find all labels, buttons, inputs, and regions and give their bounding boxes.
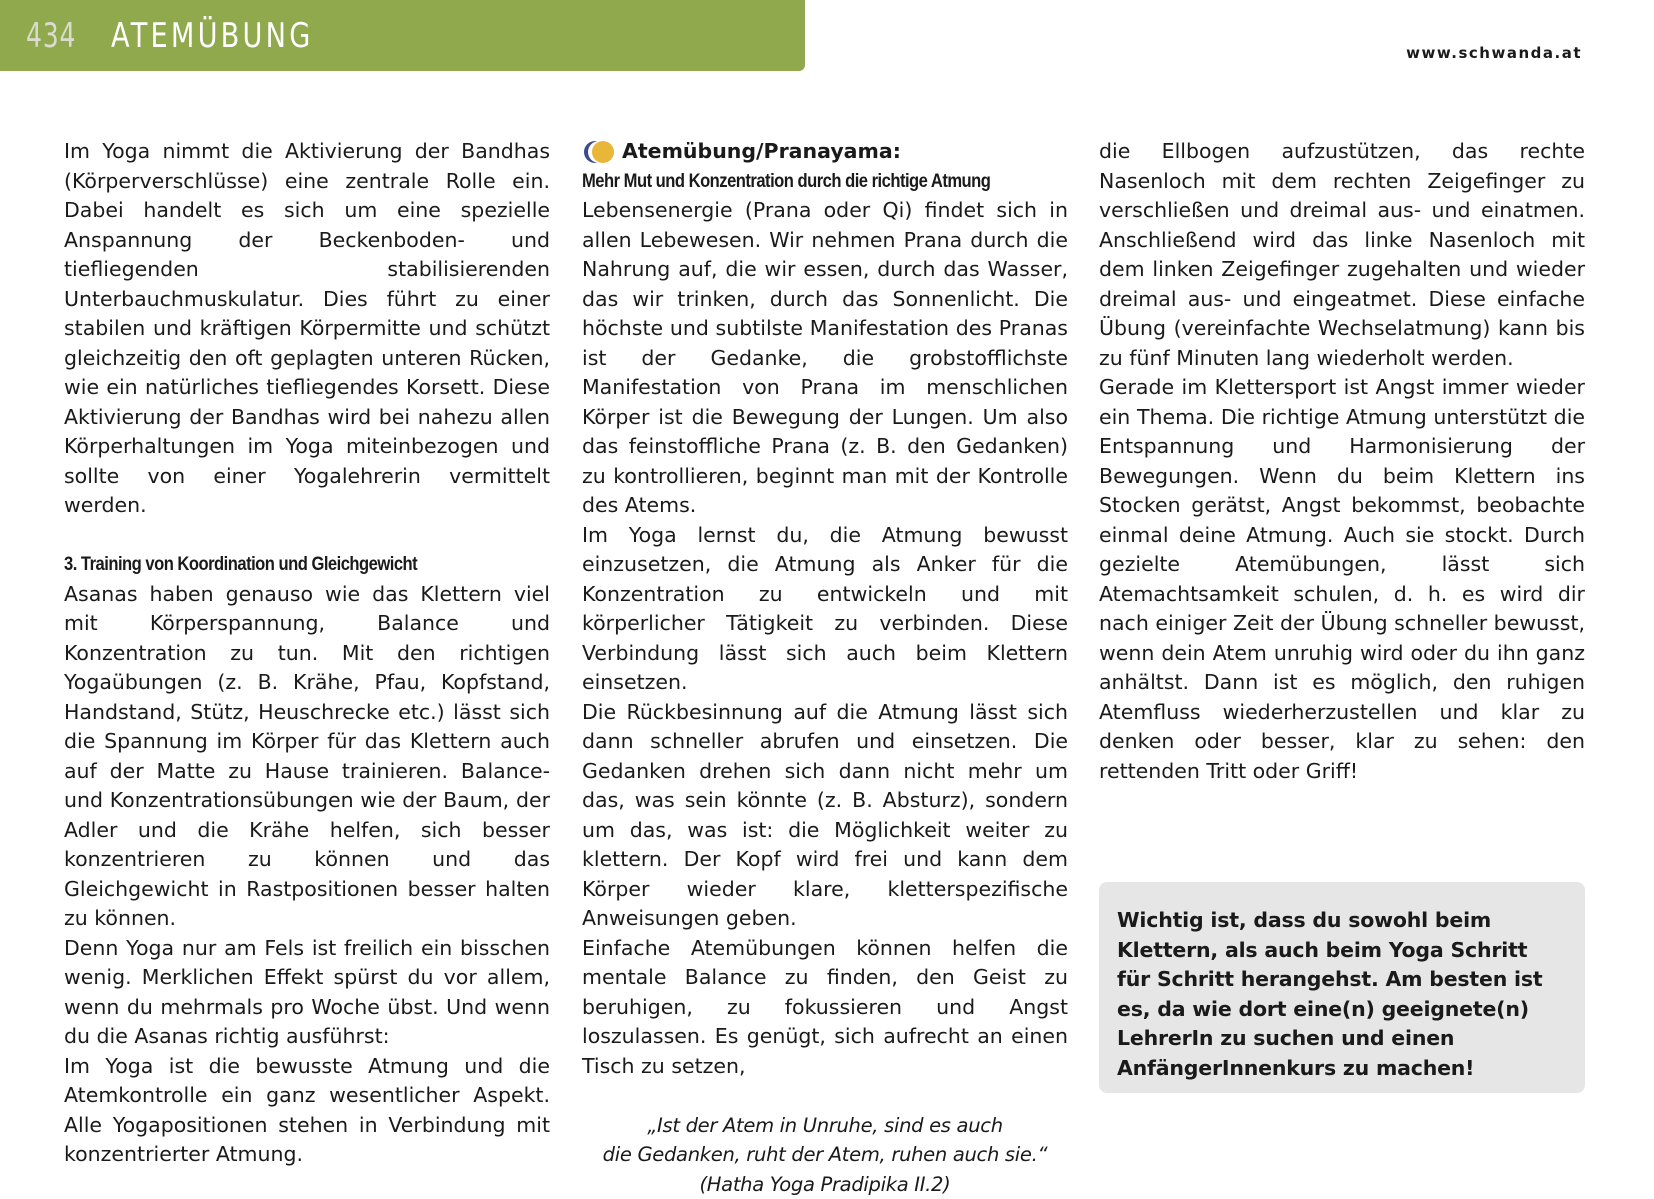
quote-line: die Gedanken, ruht der Atem, ruhen auch sie.“ xyxy=(582,1140,1068,1170)
right-column xyxy=(1099,137,1585,786)
tip-text: Wichtig ist, dass du sowohl beim Klettern, als auch beim Yoga Schritt für Schritt herangehst. Am besten ist es, da wie dort eine(n) geeignete(n) LehrerIn zu suchen und einen AnfängerInnenkurs zu machen! xyxy=(1117,906,1567,1083)
paragraph-atmung: Im Yoga ist die bewusste Atmung und die Atemkontrolle ein ganz wesentlicher Aspekt. Alle Yogapositionen stehen in Verbindung mit konzentrierter Atmung. xyxy=(64,1052,550,1170)
quote-block xyxy=(582,1111,1068,1199)
exercise-title-text: Atemübung/Pranayama: xyxy=(622,137,901,167)
tip-box xyxy=(1099,882,1585,1093)
paragraph-prana: Lebensenergie (Prana oder Qi) findet sich in allen Lebewesen. Wir nehmen Prana durch die Nahrung auf, die wir essen, durch das Wasser, das wir trinken, durch das Sonnenlicht. Die höchste und subtilste Manifestation des Pranas ist der Gedanke, die grobstofflichste Manifestation von Prana im menschlichen Körper ist die Bewegung der Lungen. Um also das feinstoffliche Prana (z. B. den Gedanken) zu kontrollieren, beginnt man mit der Kontrolle des Atems. xyxy=(582,196,1068,521)
paragraph-einfache-uebungen: Einfache Atemübungen können helfen die mentale Balance zu finden, den Geist zu beruhigen, zu fokussieren und Angst loszulassen. Es genügt, sich aufrecht an einen Tisch zu setzen, xyxy=(582,934,1068,1082)
paragraph-yoga-fels: Denn Yoga nur am Fels ist freilich ein bisschen wenig. Merklichen Effekt spürst du vor allem, wenn du mehrmals pro Woche übst. Und wenn du die Asanas richtig ausführst: xyxy=(64,934,550,1052)
quote-source: (Hatha Yoga Pradipika II.2) xyxy=(582,1170,1068,1199)
spacer xyxy=(64,521,550,551)
chapter-title: ATEMÜBUNG xyxy=(111,16,313,56)
quote-line: „Ist der Atem in Unruhe, sind es auch xyxy=(582,1111,1068,1141)
paragraph-rueckbesinnung: Die Rückbesinnung auf die Atmung lässt sich dann schneller abrufen und einsetzen. Die Gedanken drehen sich dann nicht mehr um das, was sein könnte (z. B. Absturz), sondern um das, was ist: die Möglichkeit weiter zu klettern. Der Kopf wird frei und kann dem Körper wieder klare, kletterspezifische Anweisungen geben. xyxy=(582,698,1068,934)
paragraph-asanas: Asanas haben genauso wie das Klettern viel mit Körperspannung, Balance und Konzentration zu tun. Mit den richtigen Yogaübungen (z. B. Krähe, Pfau, Kopfstand, Handstand, Stütz, Heuschrecke etc.) lässt sich die Spannung im Körper für das Klettern auch auf der Matte zu Hause trainieren. Balance- und Konzentrationsübungen wie der Baum, der Adler und die Krähe helfen, sich besser konzentrieren zu können und das Gleichgewicht in Rastpositionen besser halten zu können. xyxy=(64,580,550,934)
moon-sun-icon xyxy=(582,140,616,164)
middle-column xyxy=(582,137,1068,1199)
exercise-title xyxy=(582,137,1068,167)
paragraph-wechselatmung: die Ellbogen aufzustützen, das rechte Nasenloch mit dem rechten Zeigefinger zu verschließen und dreimal aus- und einatmen. Anschließend wird das linke Nasenloch mit dem linken Zeigefinger zugehalten und wieder dreimal aus- und eingeatmet. Diese einfache Übung (vereinfachte Wechselatmung) kann bis zu fünf Minuten lang wiederholt werden. xyxy=(1099,137,1585,373)
paragraph-bandhas: Im Yoga nimmt die Aktivierung der Bandhas (Körperverschlüsse) eine zentrale Rolle ein. Dabei handelt es sich um eine spezielle Anspannung der Beckenboden- und tiefliegenden stabilisierenden Unterbauchmuskulatur. Dies führt zu einer stabilen und kräftigen Körpermitte und schützt gleichzeitig den oft geplagten unteren Rücken, wie ein natürliches tiefliegendes Korsett. Diese Aktivierung der Bandhas wird bei nahezu allen Körperhaltungen im Yoga miteinbezogen und sollte von einer Yogalehrerin vermittelt werden. xyxy=(64,137,550,521)
page-number: 434 xyxy=(26,16,76,56)
paragraph-angst: Gerade im Klettersport ist Angst immer wieder ein Thema. Die richtige Atmung unterstützt die Entspannung und Harmonisierung der Bewegungen. Wenn du beim Klettern ins Stocken gerätst, Angst bekommst, beobachte einmal deine Atmung. Auch sie stockt. Durch gezielte Atemübungen, lässt sich Atemachtsamkeit schulen, d. h. es wird dir nach einiger Zeit der Übung schneller bewusst, wenn dein Atem unruhig wird oder du ihn ganz anhältst. Dann ist es möglich, den ruhigen Atemfluss wiederherzustellen und klar zu denken oder besser, klar zu sehen: den rettenden Tritt oder Griff! xyxy=(1099,373,1585,786)
left-column xyxy=(64,137,550,1170)
exercise-subheading: Mehr Mut und Konzentration durch die richtige Atmung xyxy=(582,167,995,197)
paragraph-anker: Im Yoga lernst du, die Atmung bewusst einzusetzen, die Atmung als Anker für die Konzentration zu entwickeln und mit körperlicher Tätigkeit zu verbinden. Diese Verbindung lässt sich auch beim Klettern einsetzen. xyxy=(582,521,1068,698)
section-heading: 3. Training von Koordination und Gleichgewicht xyxy=(64,550,477,580)
site-url: www.schwanda.at xyxy=(1406,44,1582,62)
chapter-header-bar xyxy=(0,0,805,71)
